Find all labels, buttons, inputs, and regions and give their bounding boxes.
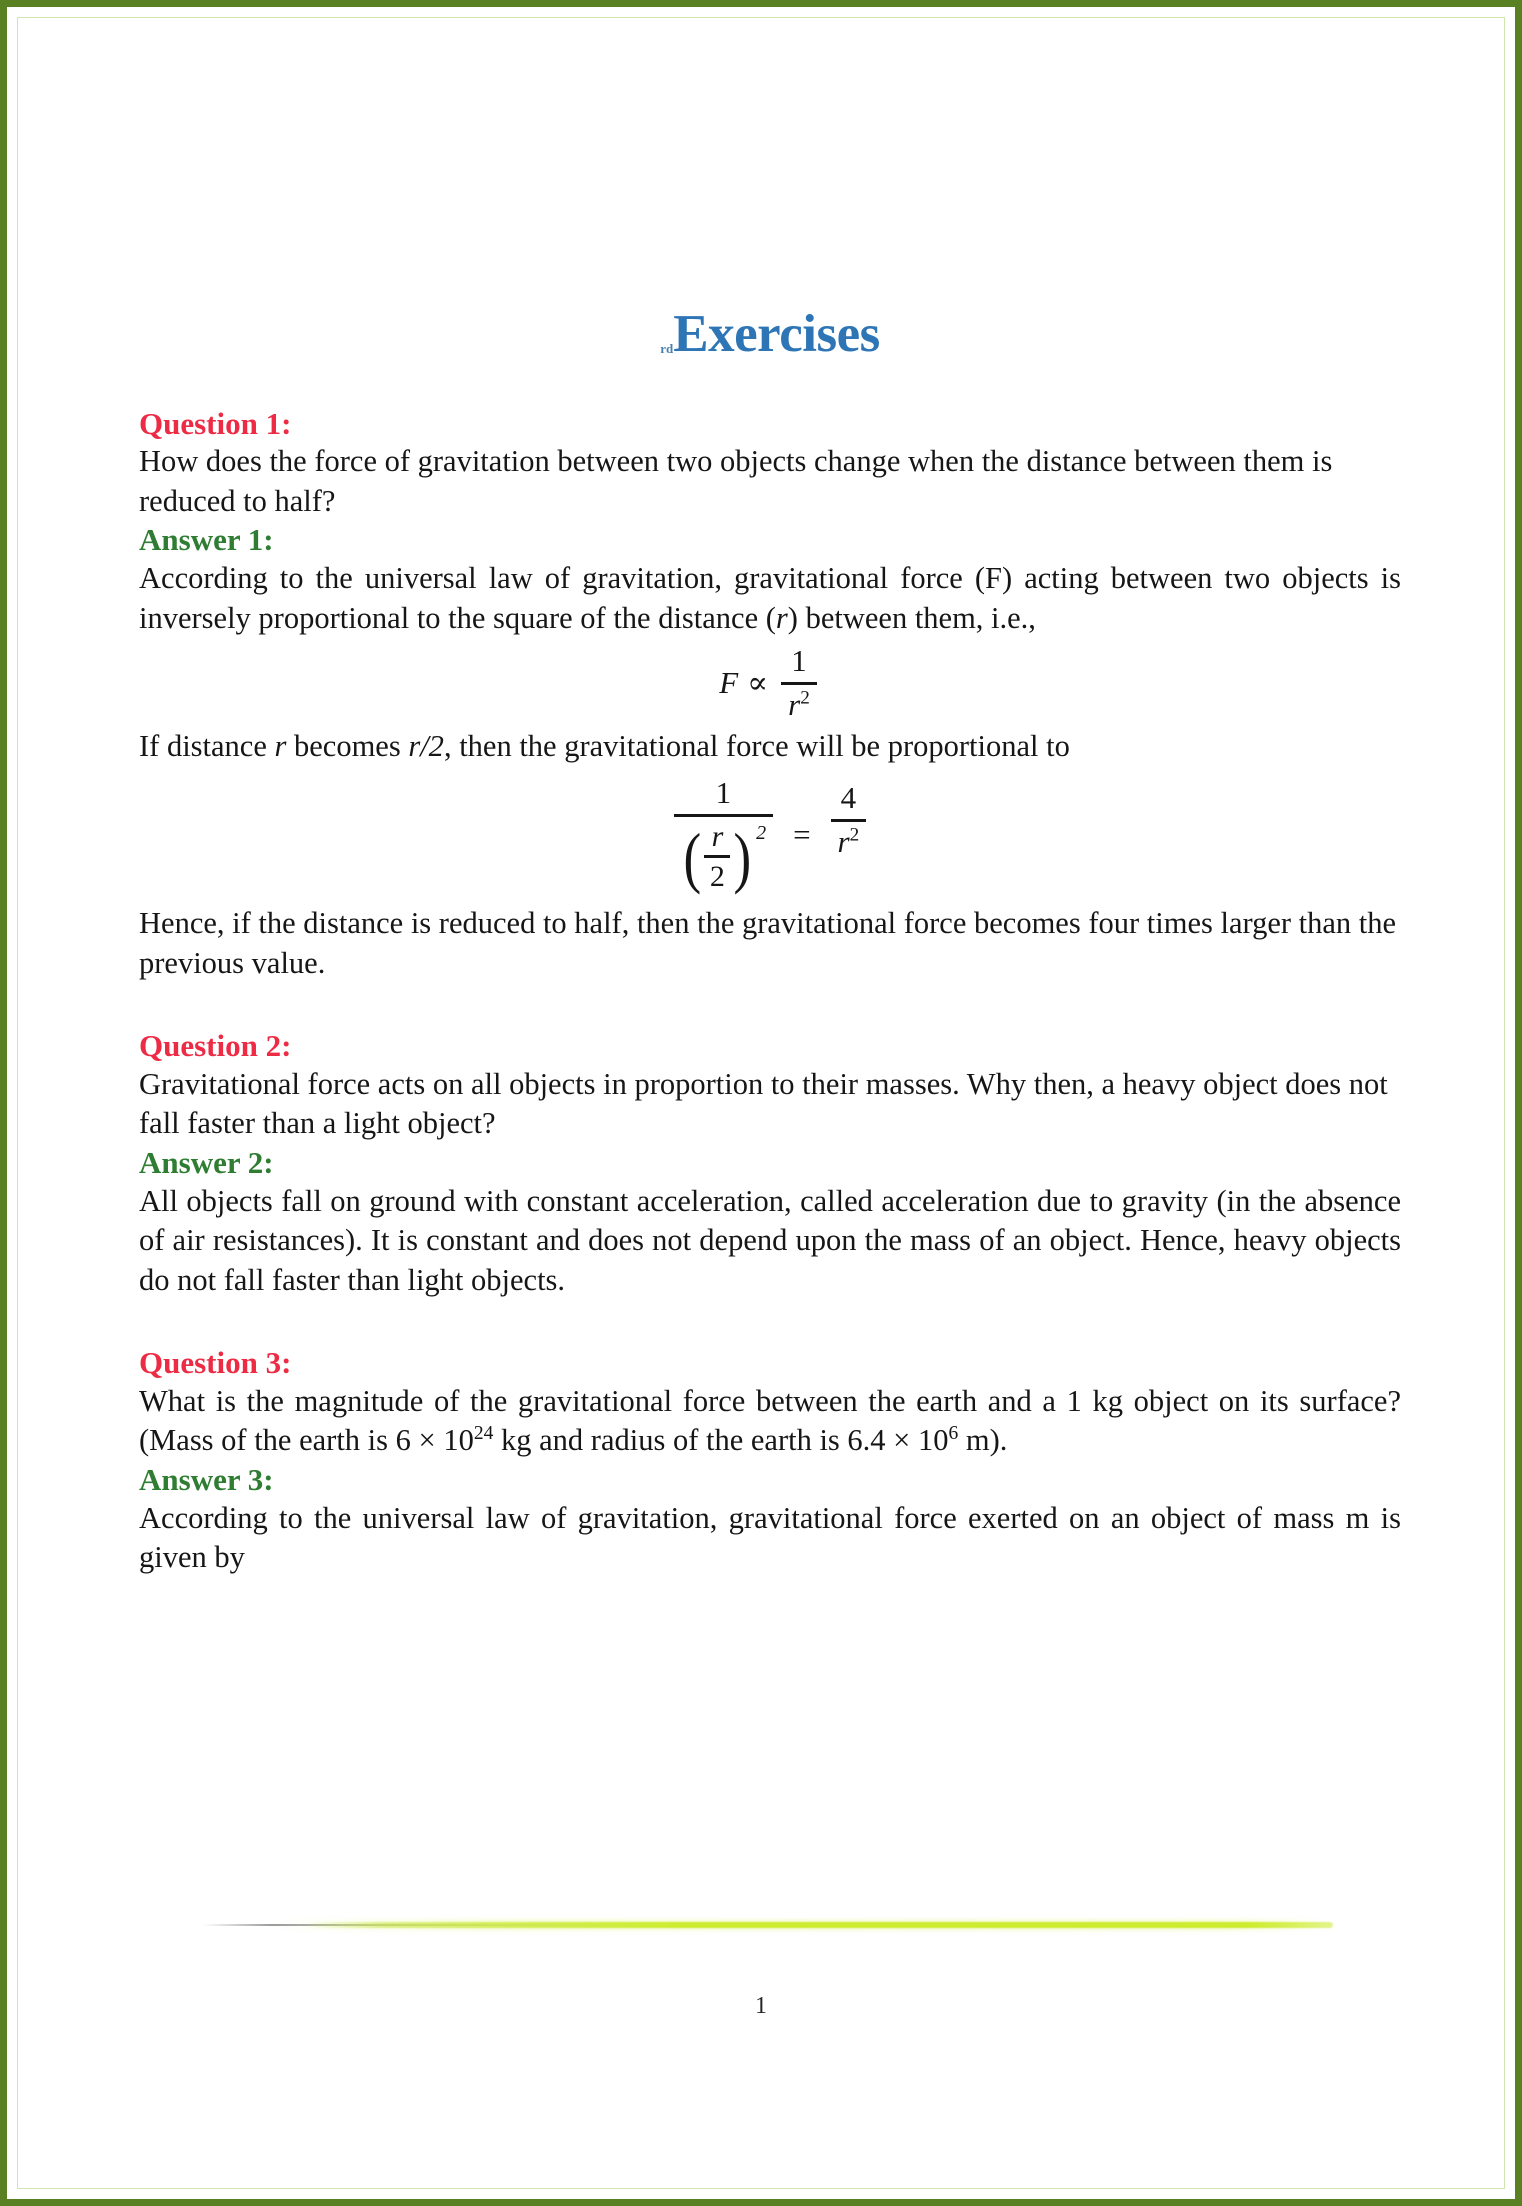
formula2-left-denominator: [674, 820, 773, 894]
answer-1-p2-a: If distance: [139, 728, 275, 763]
formula2-right-fraction-bar: [831, 819, 867, 822]
right-paren-glyph: ): [733, 818, 752, 895]
formula1-fraction: [781, 644, 817, 722]
formula2-paren-exponent: 2: [756, 821, 767, 844]
formula1-lhs: F: [719, 665, 739, 701]
formula2-inner-numerator: r: [711, 819, 724, 853]
formula-f-prop-inverse-r-squared: [139, 644, 1401, 722]
formula2-right-denominator: [831, 825, 867, 860]
formula-one-over-r-half-squared-equals-four-over-r-squared: [139, 776, 1401, 894]
answer-1-p2-var-r-half: r/2: [408, 728, 444, 763]
question-text-1-line2: between them is reduced to half?: [139, 444, 1333, 518]
formula1-fraction-bar: [781, 682, 817, 685]
answer-1-p2-var-r: r: [274, 728, 287, 763]
qa-block-2: [139, 1027, 1401, 1300]
answer-1-intro-tail: ) between them, i.e.,: [787, 600, 1036, 635]
formula2-inner-bar: [704, 855, 730, 858]
formula2-left-fraction: [674, 776, 773, 894]
page-content: [139, 307, 1401, 1578]
formula2-relation: =: [793, 817, 811, 853]
question-text-1: [139, 442, 1401, 521]
formula1-numerator: 1: [791, 643, 807, 679]
answer-text-3: According to the universal law of gravitation, gravitational force exerted on an object of mass m is given by: [139, 1500, 1401, 1575]
answer-text-1-part3: Hence, if the distance is reduced to half, then the gravitational force becomes four times larger than the previous value.: [139, 906, 1397, 980]
answer-1-var-r: r: [775, 600, 788, 635]
page-title: [139, 307, 1401, 363]
formula2-left-numerator: 1: [715, 775, 732, 811]
answer-1-p2-b: becomes: [286, 728, 409, 763]
question-3-part-c: m).: [958, 1423, 1008, 1458]
qa-block-3: [139, 1344, 1401, 1578]
question-3-part-b: kg and radius of the earth is 6.4 × 10: [493, 1423, 949, 1458]
answer-1-p2-c: , then the gravitational force will be proportional to: [443, 728, 1070, 763]
question-text-2: Gravitational force acts on all objects in proportion to their masses. Why then, a heavy object does not fall faster than a light object?: [139, 1066, 1388, 1141]
formula1-den-base: r: [788, 686, 801, 722]
formula2-paren-group: [681, 820, 766, 894]
formula2-inner-fraction: [704, 820, 730, 894]
section-gap-1: [139, 983, 1401, 1027]
answer-text-1-part2: [139, 727, 1401, 766]
question-3-exponent-24: 24: [473, 1423, 494, 1445]
left-paren-glyph: (: [683, 818, 701, 895]
section-gap-2: [139, 1300, 1401, 1344]
question-3-part-a: What is the magnitude of the gravitational force between the earth and a 1 kg object on its surface? (Mass of the earth is 6 × 10: [139, 1383, 1401, 1458]
formula2-left-fraction-bar: [674, 814, 773, 817]
page-number: 1: [755, 1993, 767, 2019]
question-heading-1: Question 1:: [139, 405, 292, 441]
question-heading-2: Question 2:: [139, 1028, 292, 1063]
formula1-den-exponent: 2: [800, 687, 810, 709]
formula2-right-den-base: r: [837, 823, 850, 859]
qa-block-1: [139, 405, 1401, 983]
answer-heading-1: Answer 1:: [139, 522, 274, 558]
question-3-exponent-6: 6: [948, 1423, 959, 1445]
title-artifact-glyph: rd: [660, 341, 674, 356]
answer-heading-2: Answer 2:: [139, 1144, 274, 1180]
footer-rule-highlight: [305, 1922, 1333, 1928]
page-title-text: Exercises: [673, 305, 880, 363]
question-text-1-line1: How does the force of gravitation between two objects change when the distance: [139, 444, 1127, 479]
formula1-denominator: [781, 688, 817, 723]
formula2-right-den-exponent: 2: [849, 824, 860, 846]
footer-decorative-rule: [203, 1920, 1333, 1930]
question-text-3: [139, 1382, 1401, 1461]
answer-text-1-part1: [139, 559, 1401, 638]
formula2-right-fraction: [831, 781, 867, 859]
answer-text-2: All objects fall on ground with constant acceleration, called acceleration due to gravity (in the absence of air resistances). It is constant and does not depend upon the mass of an object. Hence, heavy objects do not fall faster than light objects.: [139, 1183, 1401, 1297]
question-heading-3: Question 3:: [139, 1345, 292, 1381]
answer-heading-3: Answer 3:: [139, 1461, 274, 1497]
formula1-relation: ∝: [747, 665, 769, 701]
answer-1-intro: According to the universal law of gravitation, gravitational force (F) acting between two objects is inversely proportional to the square of the distance (: [139, 561, 1401, 635]
formula2-right-numerator: 4: [840, 779, 857, 815]
formula2-inner-denominator: 2: [709, 860, 725, 894]
